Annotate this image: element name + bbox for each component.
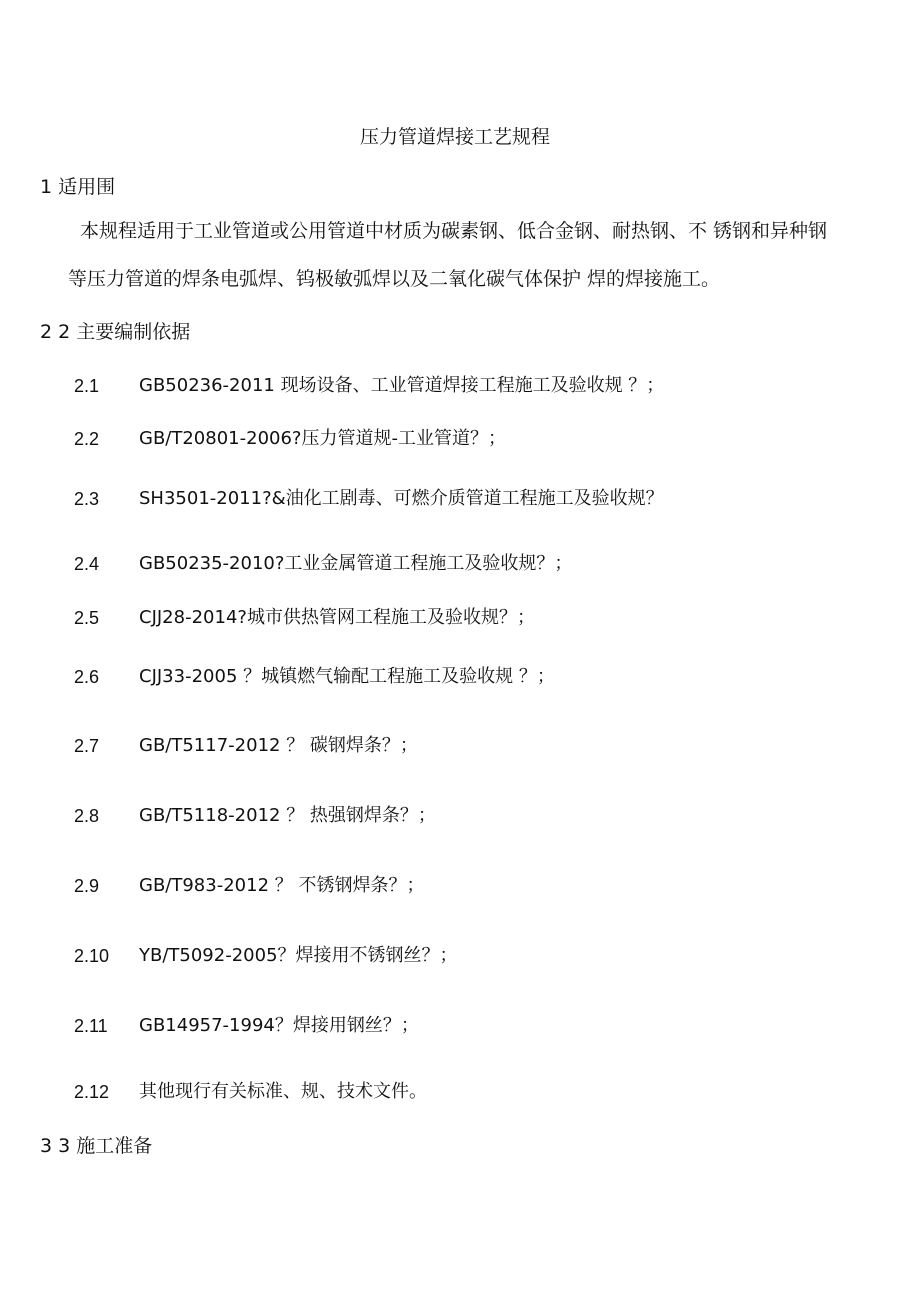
reference-number: 2.9	[74, 876, 100, 896]
reference-number: 2.3	[74, 489, 100, 509]
reference-number: 2.1	[74, 376, 100, 396]
reference-text: GB50235-2010?工业金属管道工程施工及验收规？；	[139, 553, 573, 574]
reference-text: GB/T5118-2012 ？ 热强钢焊条？；	[139, 805, 436, 826]
section-3-heading: 3 3 施工准备	[40, 1135, 153, 1157]
section-2-heading: 2 2 主要编制依据	[40, 321, 191, 343]
reference-number: 2.2	[74, 429, 100, 449]
reference-text: GB/T20801-2006?压力管道规-工业管道？；	[139, 428, 506, 449]
reference-text: CJJ33-2005 ？城镇燃气输配工程施工及验收规 ？；	[139, 666, 555, 687]
section-1-paragraph-line-1: 本规程适用于工业管道或公用管道中材质为碳素钢、低合金钢、耐热钢、不 锈钢和异种钢	[80, 220, 828, 242]
reference-number: 2.6	[74, 667, 100, 687]
reference-number: 2.7	[74, 736, 100, 756]
reference-number: 2.12	[74, 1082, 110, 1102]
reference-text: GB14957-1994？焊接用钢丝？；	[139, 1015, 419, 1036]
reference-text: 其他现行有关标准、规、技术文件。	[139, 1081, 427, 1102]
section-1-paragraph-line-2: 等压力管道的焊条电弧焊、钨极敏弧焊以及二氧化碳气体保护 焊的焊接施工。	[68, 268, 721, 290]
reference-text: YB/T5092-2005？焊接用不锈钢丝？；	[139, 945, 458, 966]
reference-text: GB/T983-2012 ？ 不锈钢焊条？；	[139, 875, 425, 896]
reference-number: 2.10	[74, 946, 110, 966]
document-title: 压力管道焊接工艺规程	[359, 126, 550, 148]
reference-number: 2.5	[74, 608, 100, 628]
reference-number: 2.4	[74, 554, 100, 574]
reference-text: GB/T5117-2012 ？ 碳钢焊条？；	[139, 735, 418, 756]
reference-number: 2.11	[74, 1016, 108, 1036]
section-1-heading: 1 适用围	[40, 176, 116, 198]
reference-text: CJJ28-2014?城市供热管网工程施工及验收规？；	[139, 607, 535, 628]
reference-number: 2.8	[74, 806, 100, 826]
reference-text: SH3501-2011?&油化工剧毒、可燃介质管道工程施工及验收规？	[139, 488, 664, 509]
reference-text: GB50236-2011 现场设备、工业管道焊接工程施工及验收规 ？；	[139, 375, 665, 396]
